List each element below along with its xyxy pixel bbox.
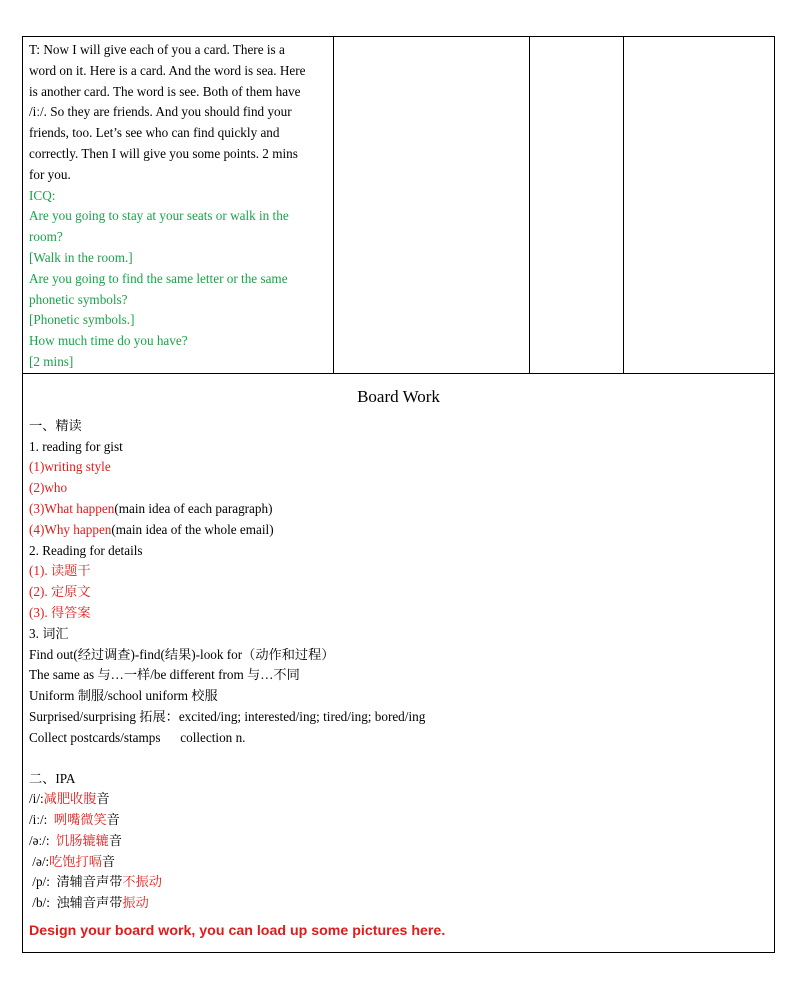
vocab-line: Find out(经过调查)-find(结果)-look for（动作和过程）	[29, 646, 335, 662]
icq-line: [Phonetic symbols.]	[29, 312, 135, 328]
details-heading: 2. Reading for details	[29, 542, 143, 558]
section-heading: 二、IPA	[29, 770, 76, 786]
teacher-line: word on it. Here is a card. And the word is sea. Here	[29, 62, 306, 78]
empty-cell	[529, 37, 623, 374]
details-item: (3). 得答案	[29, 604, 91, 620]
icq-line: phonetic symbols?	[29, 291, 128, 307]
icq-line: [Walk in the room.]	[29, 249, 133, 265]
ipa-item: /i/:减肥收腹音	[29, 791, 110, 807]
board-work-title: Board Work	[357, 386, 440, 406]
ipa-item: /p/: 清辅音声带不振动	[29, 874, 162, 890]
ipa-item: /əː/: 饥肠辘辘音	[29, 832, 123, 848]
details-item: (1). 读题干	[29, 563, 91, 579]
icq-line: Are you going to stay at your seats or walk in the	[29, 208, 289, 224]
lesson-plan-table	[22, 36, 775, 953]
teacher-line: T: Now I will give each of you a card. There is a	[29, 42, 285, 57]
icq-line: [2 mins]	[29, 353, 74, 369]
teacher-line: friends, too. Let’s see who can find quickly and	[29, 125, 280, 141]
teacher-line: for you.	[29, 166, 71, 182]
vocab-heading: 3. 词汇	[29, 625, 69, 641]
teacher-line: is another card. The word is see. Both of them have	[29, 83, 301, 99]
gist-item: (4)Why happen(main idea of the whole email)	[29, 521, 274, 537]
section-heading: 一、精读	[29, 417, 82, 433]
spacer	[29, 749, 768, 769]
gist-heading: 1. reading for gist	[29, 438, 123, 454]
ipa-item: /iː/: 咧嘴微笑音	[29, 812, 120, 828]
teacher-line: /iː/. So they are friends. And you should find your	[29, 104, 292, 120]
design-note: Design your board work, you can load up some pictures here.	[29, 923, 446, 940]
vocab-line: Collect postcards/stamps collection n.	[29, 729, 246, 745]
teacher-line: correctly. Then I will give you some points. 2 mins	[29, 145, 298, 161]
icq-line: Are you going to find the same letter or the same	[29, 270, 288, 286]
icq-line: How much time do you have?	[29, 333, 188, 349]
teacher-script	[29, 40, 327, 186]
vocab-line: The same as 与…一样/be different from 与…不同	[29, 667, 300, 683]
ipa-item: /b/: 浊辅音声带振动	[29, 895, 149, 911]
empty-cell	[623, 37, 774, 374]
board-work-row	[23, 373, 775, 952]
icq-block	[29, 186, 327, 373]
gist-item: (2)who	[29, 480, 68, 496]
activity-cell	[23, 37, 334, 374]
gist-item: (1)writing style	[29, 459, 111, 475]
details-item: (2). 定原文	[29, 584, 91, 600]
lesson-plan-page	[22, 36, 775, 953]
empty-cell	[334, 37, 529, 374]
icq-line: ICQ:	[29, 187, 56, 203]
activity-row	[23, 37, 775, 374]
gist-item: (3)What happen(main idea of each paragraph)	[29, 500, 273, 516]
board-work-cell	[23, 373, 775, 952]
vocab-line: Uniform 制服/school uniform 校服	[29, 688, 218, 704]
vocab-line: Surprised/surprising 拓展：excited/ing; interested/ing; tired/ing; bored/ing	[29, 708, 426, 724]
icq-line: room?	[29, 229, 63, 245]
ipa-item: /ə/:吃饱打嗝音	[29, 853, 116, 869]
